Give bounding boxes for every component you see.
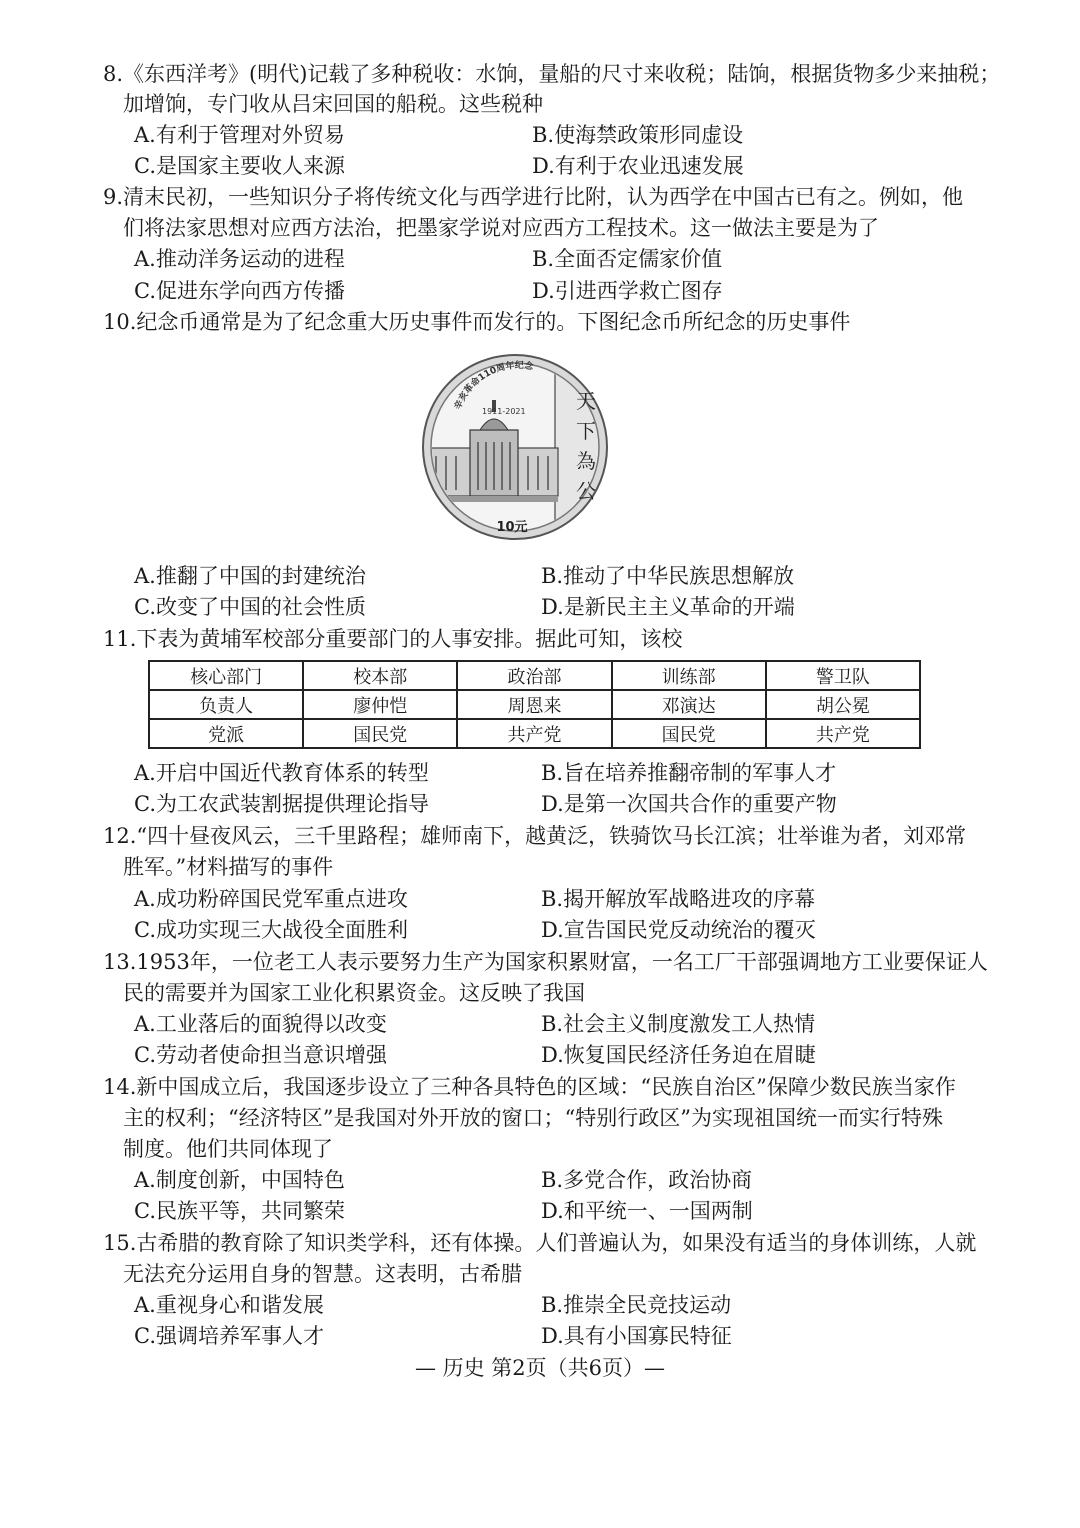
q15-option-d: D.具有小国寡民特征 bbox=[541, 1324, 732, 1348]
q10-option-a: A.推翻了中国的封建统治 bbox=[134, 564, 366, 588]
q10-stem-line-1: 10.纪念币通常是为了纪念重大历史事件而发行的。下图纪念币所纪念的历史事件 bbox=[103, 310, 851, 334]
q13-option-b: B.社会主义制度激发工人热情 bbox=[541, 1012, 816, 1036]
table-cell: 邓演达 bbox=[612, 690, 766, 719]
q12-option-c: C.成功实现三大战役全面胜利 bbox=[134, 918, 408, 942]
q12-stem-line-1: 12.“四十昼夜风云，三千里路程；雄师南下，越黄泛，铁骑饮马长江滨；壮举谁为者，刘邓常 bbox=[103, 824, 967, 848]
q11-stem-line-1: 11.下表为黄埔军校部分重要部门的人事安排。据此可知，该校 bbox=[103, 627, 683, 651]
table-cell: 共产党 bbox=[766, 719, 920, 748]
q15-stem-line-2: 无法充分运用自身的智慧。这表明，古希腊 bbox=[123, 1262, 522, 1286]
q15-stem-line-1: 15.古希腊的教育除了知识类学科，还有体操。人们普遍认为，如果没有适当的身体训练，人就 bbox=[103, 1231, 977, 1255]
table-cell: 负责人 bbox=[149, 690, 303, 719]
coin-denomination: 10元 bbox=[496, 520, 528, 535]
q8-stem-line-2: 加增饷，专门收从吕宋回国的船税。这些税种 bbox=[123, 92, 543, 116]
table-row bbox=[149, 719, 920, 748]
q11-option-b: B.旨在培养推翻帝制的军事人才 bbox=[541, 761, 837, 785]
table-cell: 胡公冕 bbox=[766, 690, 920, 719]
whampoa-staff-table bbox=[148, 660, 921, 749]
q13-stem-line-2: 民的需要并为国家工业化积累资金。这反映了我国 bbox=[123, 981, 585, 1005]
q8-stem-line-1: 8.《东西洋考》(明代)记载了多种税收：水饷，量船的尺寸来收税；陆饷，根据货物多少来抽税； bbox=[103, 62, 1001, 86]
q9-option-d: D.引进西学救亡图存 bbox=[532, 279, 723, 303]
coin-motto-char-1: 天 bbox=[576, 389, 596, 413]
q8-option-a: A.有利于管理对外贸易 bbox=[134, 123, 345, 147]
q11-option-c: C.为工农武装割据提供理论指导 bbox=[134, 792, 429, 816]
table-cell: 训练部 bbox=[612, 661, 766, 690]
q14-stem-line-1: 14.新中国成立后，我国逐步设立了三种各具特色的区域：“民族自治区”保障少数民族当家作 bbox=[103, 1075, 956, 1099]
q12-stem-line-2: 胜军。”材料描写的事件 bbox=[123, 855, 334, 879]
table-cell: 校本部 bbox=[303, 661, 457, 690]
q14-option-a: A.制度创新，中国特色 bbox=[134, 1168, 345, 1192]
page-footer: — 历史 第2页（共6页）— bbox=[414, 1356, 666, 1380]
q11-option-d: D.是第一次国共合作的重要产物 bbox=[541, 792, 837, 816]
q12-option-a: A.成功粉碎国民党军重点进攻 bbox=[134, 887, 408, 911]
q8-option-d: D.有利于农业迅速发展 bbox=[532, 154, 744, 178]
coin-arc-inscription: 辛亥革命110周年纪念 bbox=[453, 361, 534, 412]
table-row bbox=[149, 661, 920, 690]
q13-stem-line-1: 13.1953年，一位老工人表示要努力生产为国家积累财富，一名工厂干部强调地方工业要保证人 bbox=[103, 950, 988, 974]
q14-option-d: D.和平统一、一国两制 bbox=[541, 1199, 753, 1223]
q12-option-d: D.宣告国民党反动统治的覆灭 bbox=[541, 918, 816, 942]
commemorative-coin-image bbox=[420, 350, 610, 545]
q15-option-b: B.推崇全民竞技运动 bbox=[541, 1293, 732, 1317]
table-cell: 国民党 bbox=[303, 719, 457, 748]
table-cell: 周恩来 bbox=[457, 690, 611, 719]
q10-option-d: D.是新民主主义革命的开端 bbox=[541, 595, 795, 619]
q13-option-a: A.工业落后的面貌得以改变 bbox=[134, 1012, 387, 1036]
q14-option-b: B.多党合作，政治协商 bbox=[541, 1168, 753, 1192]
q14-stem-line-3: 制度。他们共同体现了 bbox=[123, 1137, 333, 1161]
coin-motto-char-3: 為 bbox=[576, 449, 596, 473]
table-cell: 核心部门 bbox=[149, 661, 303, 690]
q9-option-a: A.推动洋务运动的进程 bbox=[134, 247, 345, 271]
q13-option-c: C.劳动者使命担当意识增强 bbox=[134, 1043, 387, 1067]
q14-option-c: C.民族平等，共同繁荣 bbox=[134, 1199, 345, 1223]
q13-option-d: D.恢复国民经济任务迫在眉睫 bbox=[541, 1043, 816, 1067]
q9-stem-line-2: 们将法家思想对应西方法治，把墨家学说对应西方工程技术。这一做法主要是为了 bbox=[123, 216, 879, 240]
table-cell: 共产党 bbox=[457, 719, 611, 748]
q15-option-a: A.重视身心和谐发展 bbox=[134, 1293, 324, 1317]
q12-option-b: B.揭开解放军战略进攻的序幕 bbox=[541, 887, 816, 911]
q9-option-b: B.全面否定儒家价值 bbox=[532, 247, 723, 271]
q11-option-a: A.开启中国近代教育体系的转型 bbox=[134, 761, 429, 785]
table-row bbox=[149, 690, 920, 719]
q15-option-c: C.强调培养军事人才 bbox=[134, 1324, 324, 1348]
q8-option-c: C.是国家主要收人来源 bbox=[134, 154, 345, 178]
q8-option-b: B.使海禁政策形同虚设 bbox=[532, 123, 744, 147]
coin-motto-char-2: 下 bbox=[576, 419, 596, 443]
table-cell: 党派 bbox=[149, 719, 303, 748]
q10-option-c: C.改变了中国的社会性质 bbox=[134, 595, 366, 619]
table-cell: 警卫队 bbox=[766, 661, 920, 690]
q10-option-b: B.推动了中华民族思想解放 bbox=[541, 564, 795, 588]
q9-stem-line-1: 9.清末民初，一些知识分子将传统文化与西学进行比附，认为西学在中国古已有之。例如，他 bbox=[103, 185, 964, 209]
coin-motto-char-4: 公 bbox=[576, 479, 596, 503]
table-cell: 国民党 bbox=[612, 719, 766, 748]
q9-option-c: C.促进东学向西方传播 bbox=[134, 279, 345, 303]
q14-stem-line-2: 主的权利；“经济特区”是我国对外开放的窗口；“特别行政区”为实现祖国统一而实行特殊 bbox=[123, 1106, 943, 1130]
coin-years: 1911-2021 bbox=[482, 407, 526, 416]
table-cell: 政治部 bbox=[457, 661, 611, 690]
table-cell: 廖仲恺 bbox=[303, 690, 457, 719]
